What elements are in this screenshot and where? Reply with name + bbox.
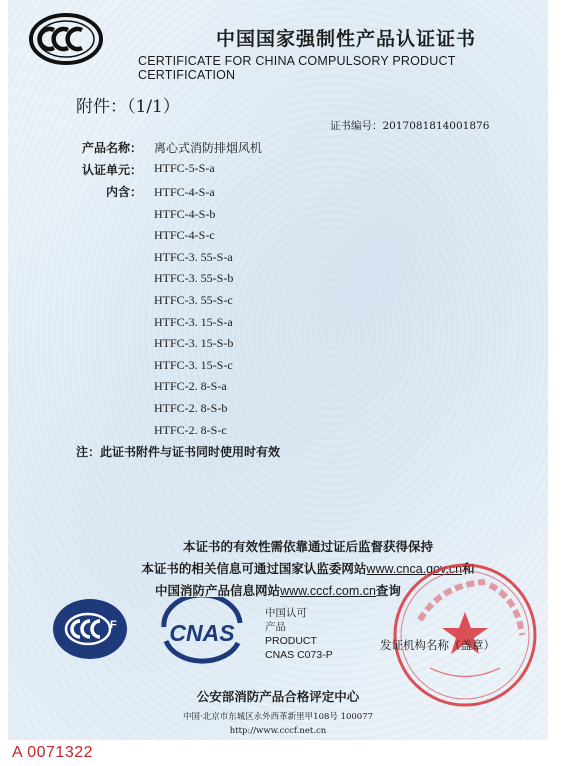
cnas-line-3: PRODUCT <box>265 635 317 647</box>
list-item: HTFC-3. 55-S-c <box>154 292 233 307</box>
list-item: HTFC-3. 55-S-a <box>154 249 233 264</box>
model-list <box>154 182 233 441</box>
cnas-line-2: 产品 <box>265 621 286 633</box>
certificate-sheet <box>8 0 548 740</box>
validity-line-2-suffix: 和 <box>462 561 475 576</box>
validity-line-3-prefix: 中国消防产品信息网站 <box>155 583 281 598</box>
title-english: CERTIFICATE FOR CHINA COMPULSORY PRODUCT CERTIFICATION <box>138 54 456 82</box>
issuing-organization: 公安部消防产品合格评定中心 <box>196 689 360 704</box>
cnas-line-4: CNAS C073-P <box>265 649 333 661</box>
product-name-label: 产品名称： <box>81 141 142 155</box>
validity-line-2-prefix: 本证书的相关信息可通过国家认监委网站 <box>141 561 367 576</box>
svg-text:F: F <box>110 619 117 631</box>
list-item: HTFC-4-S-a <box>154 185 215 199</box>
issuer-address: 中国·北京市东城区永外西革新里甲108号 100077 <box>182 712 374 722</box>
cnas-accreditation-text <box>265 606 333 662</box>
cnas-line-1: 中国认可 <box>265 607 307 619</box>
contents-label: 内含： <box>105 185 142 199</box>
validity-line-3-suffix: 查询 <box>375 583 401 598</box>
list-item: HTFC-3. 15-S-b <box>154 336 234 351</box>
serial-number: A 0071322 <box>12 744 94 761</box>
ccc-logo-icon <box>28 12 104 66</box>
issuer-url: http://www.cccf.net.cn <box>229 726 327 736</box>
title-chinese: 中国国家强制性产品认证证书 <box>216 28 477 50</box>
certificate-number: 证书编号：2017081814001876 <box>330 120 490 132</box>
list-item: HTFC-4-S-b <box>154 206 216 221</box>
list-item: HTFC-2. 8-S-b <box>154 400 228 415</box>
list-item: HTFC-3. 55-S-b <box>154 271 234 286</box>
cnca-link[interactable]: www.cnca.gov.cn <box>366 562 463 576</box>
product-name-value: 离心式消防排烟风机 <box>154 141 263 155</box>
issuer-label: 发证机构名称（盖章） <box>380 638 495 652</box>
cert-unit-value: HTFC-5-S-a <box>154 161 215 175</box>
list-item: HTFC-2. 8-S-a <box>154 379 227 394</box>
list-item: HTFC-4-S-c <box>154 228 215 243</box>
cccf-logo-icon <box>52 598 128 660</box>
validity-note: 注：此证书附件与证书同时使用时有效 <box>76 445 281 459</box>
cert-unit-label: 认证单元： <box>81 163 142 177</box>
cnas-wordmark: CNAS <box>169 620 235 646</box>
cccf-link[interactable]: www.cccf.com.cn <box>280 584 376 598</box>
list-item: HTFC-3. 15-S-c <box>154 357 233 372</box>
annex-label: 附件：（1/1） <box>76 97 180 117</box>
list-item: HTFC-3. 15-S-a <box>154 314 233 329</box>
cnas-logo-icon <box>158 597 246 665</box>
list-item: HTFC-2. 8-S-c <box>154 422 227 437</box>
validity-line-1: 本证书的有效性需依靠通过证后监督获得保持 <box>182 539 433 554</box>
